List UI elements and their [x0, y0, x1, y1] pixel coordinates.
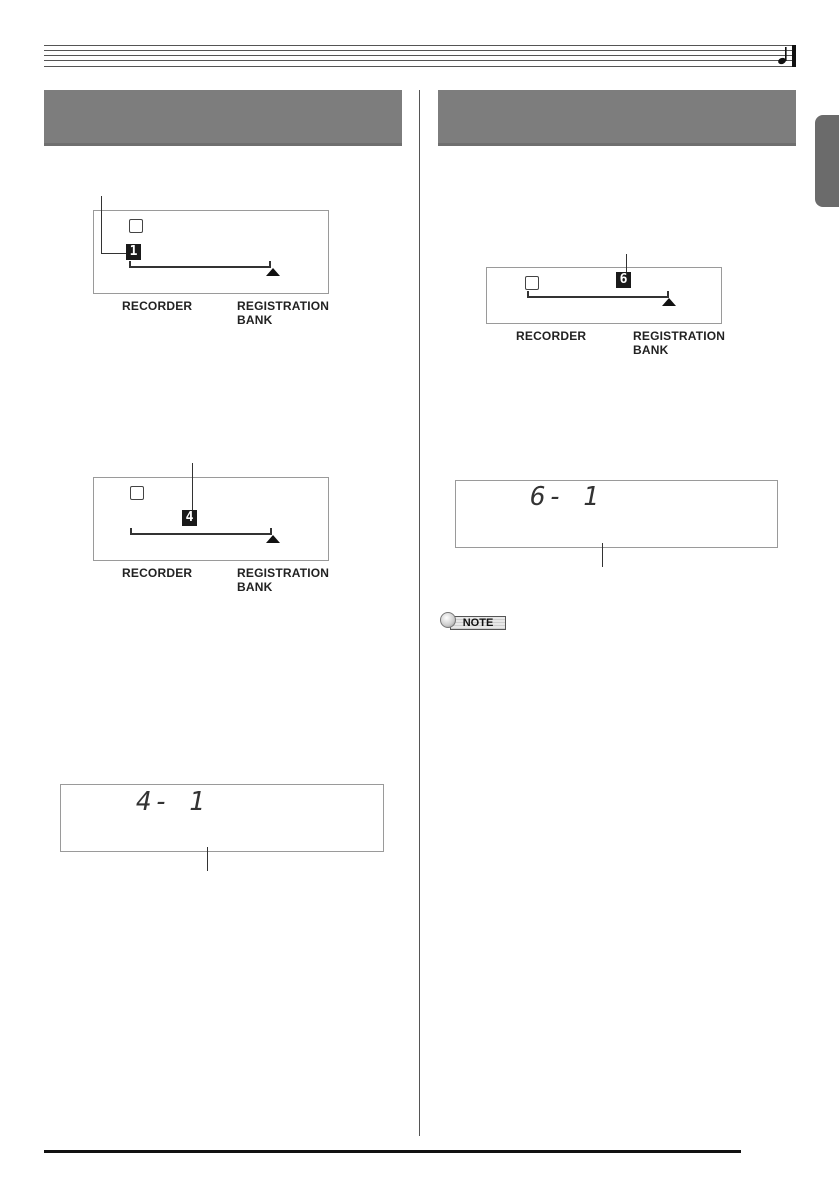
lcd-bar-tick	[667, 291, 669, 298]
lcd-frame	[455, 480, 778, 548]
registration-label: REGISTRATION	[633, 329, 726, 343]
recorder-label: RECORDER	[122, 566, 193, 580]
callout-leader	[626, 254, 627, 272]
section-header-right-rule	[438, 143, 796, 146]
note-badge	[440, 612, 508, 630]
lcd-frame	[60, 784, 384, 852]
callout-leader	[101, 196, 102, 254]
registration-label: REGISTRATION	[237, 299, 330, 313]
lcd-bar-tick	[129, 261, 131, 268]
bank-label: BANK	[237, 580, 273, 594]
footer-rule	[44, 1150, 741, 1153]
lcd-bar	[130, 533, 272, 535]
section-header-right	[438, 90, 796, 143]
bank-number-indicator: 6	[616, 272, 631, 288]
recorder-label: RECORDER	[122, 299, 193, 313]
callout-leader	[602, 543, 603, 567]
staff-line	[44, 66, 792, 67]
callout-leader	[101, 253, 126, 254]
lcd-bar	[527, 296, 669, 298]
lcd-bar-tick	[130, 528, 132, 535]
magnifier-icon	[440, 612, 456, 628]
staff-barline	[792, 45, 796, 67]
note-label: NOTE	[450, 616, 506, 630]
bank-label: BANK	[237, 313, 273, 327]
callout-leader	[207, 847, 208, 871]
music-note-icon	[776, 44, 790, 66]
bank-area-readout: 4- 1	[136, 787, 207, 817]
bank-label: BANK	[633, 343, 669, 357]
callout-leader	[192, 463, 193, 510]
staff-line	[44, 50, 792, 51]
lcd-indicator-square	[129, 219, 143, 233]
lcd-bar-tick	[269, 261, 271, 268]
lcd-indicator-square	[525, 276, 539, 290]
registration-pointer-icon	[266, 268, 280, 276]
bank-area-readout: 6- 1	[530, 482, 601, 512]
section-header-left-rule	[44, 143, 402, 146]
lcd-bar-tick	[527, 291, 529, 298]
chapter-tab	[815, 115, 839, 207]
bank-number-indicator: 1	[126, 244, 141, 260]
lcd-bar-tick	[270, 528, 272, 535]
registration-label: REGISTRATION	[237, 566, 330, 580]
bank-number-indicator: 4	[182, 510, 197, 526]
section-header-left	[44, 90, 402, 143]
registration-pointer-icon	[266, 535, 280, 543]
staff-line	[44, 55, 792, 56]
recorder-label: RECORDER	[516, 329, 587, 343]
staff-line	[44, 45, 792, 46]
lcd-bar	[129, 266, 271, 268]
registration-pointer-icon	[662, 298, 676, 306]
column-divider	[419, 90, 420, 1136]
lcd-indicator-square	[130, 486, 144, 500]
lcd-frame	[93, 477, 329, 561]
staff-line	[44, 60, 792, 61]
